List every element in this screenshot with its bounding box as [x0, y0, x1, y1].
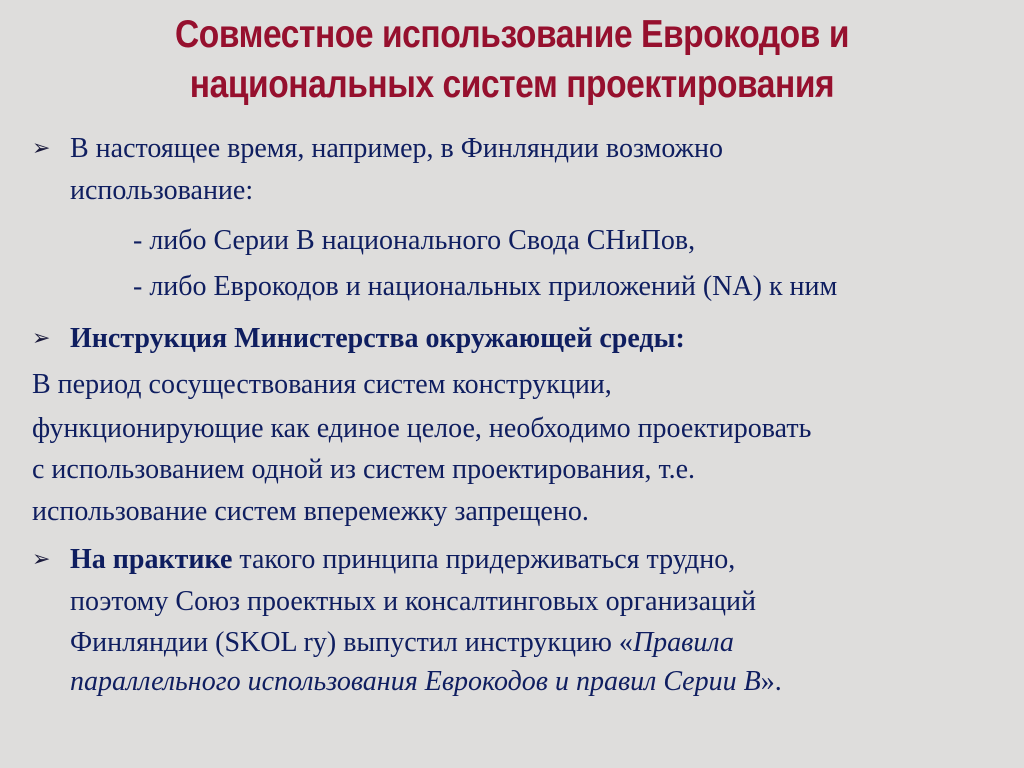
item-1-line-1: В настоящее время, например, в Финляндии возможно: [70, 133, 723, 164]
slide-title-line-1: Совместное использование Еврокодов и: [174, 13, 850, 56]
item-3-line-4-end: ».: [760, 666, 782, 697]
item-1-line-2: использование:: [70, 175, 254, 206]
item-1-sub-1: - либо Серии B национального Свода СНиПов,: [133, 225, 696, 256]
arrow-bullet-icon: ➢: [32, 326, 51, 351]
paragraph-line-3: с использованием одной из систем проектирования, т.е.: [32, 454, 696, 485]
arrow-bullet-icon: ➢: [32, 136, 51, 161]
arrow-bullet-icon: ➢: [32, 547, 51, 572]
item-3-line-4: [70, 663, 782, 701]
paragraph-line-4: использование систем вперемежку запрещено.: [32, 496, 589, 527]
item-3-line-3-normal: Финляндии (SKOL ry) выпустил инструкцию «: [70, 627, 633, 658]
item-3-line-4-italic: параллельного использования Еврокодов и правил Серии B: [70, 666, 761, 697]
item-1-sub-2: - либо Еврокодов и национальных приложений (NA) к ним: [133, 271, 838, 302]
paragraph-line-2: функционирующие как единое целое, необходимо проектировать: [32, 413, 812, 444]
item-2-heading: Инструкция Министерства окружающей среды:: [70, 323, 685, 354]
paragraph-line-1: В период сосуществования систем конструкции,: [32, 369, 612, 400]
item-3-line-3-italic: Правила: [632, 627, 734, 658]
item-3-bold-lead: На практике: [70, 544, 233, 575]
slide-title-line-2: национальных систем проектирования: [189, 63, 835, 106]
item-3-line-3: [70, 624, 734, 662]
item-3-line-1-rest: такого принципа придерживаться трудно,: [232, 544, 736, 575]
item-3-line-1: [70, 541, 735, 579]
item-3-line-2: поэтому Союз проектных и консалтинговых организаций: [70, 586, 756, 617]
